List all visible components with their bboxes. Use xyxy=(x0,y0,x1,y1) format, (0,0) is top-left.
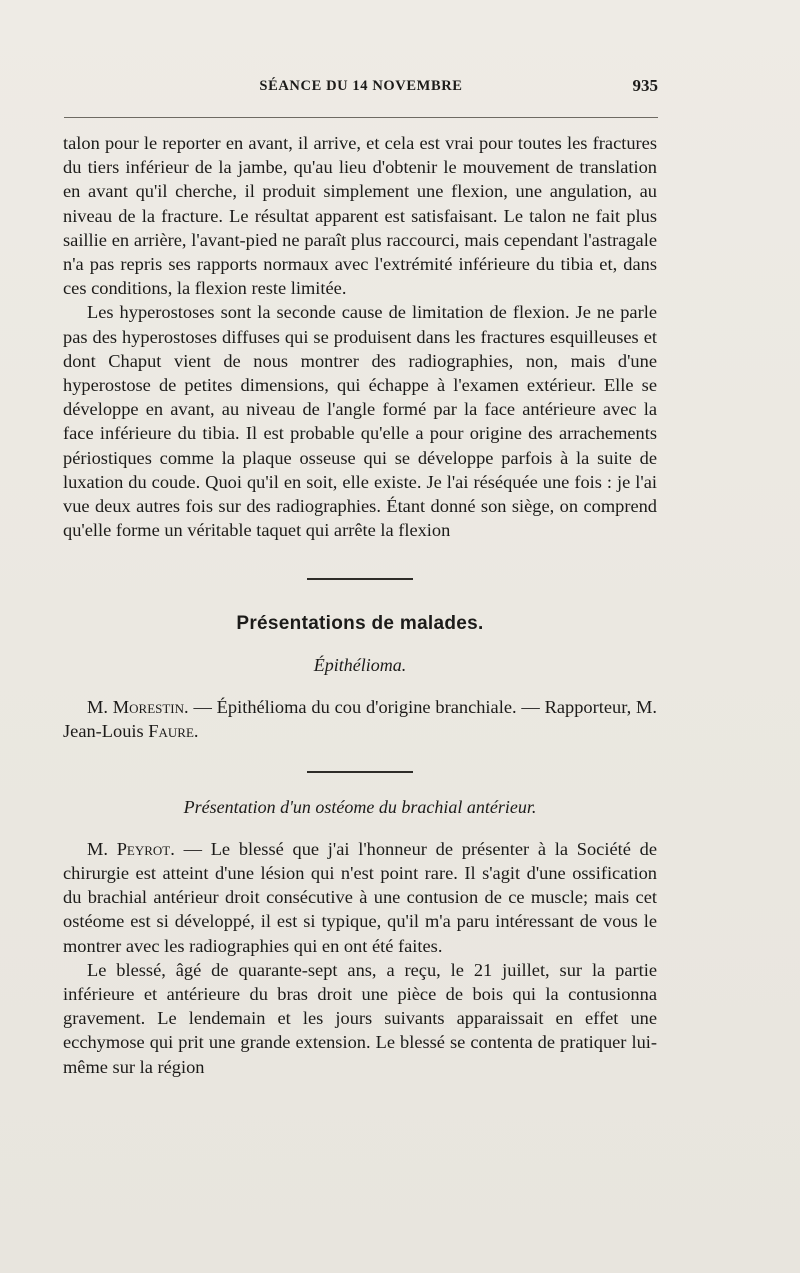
section-separator-rule xyxy=(307,578,413,580)
presentation-title: Présentation d'un ostéome du brachial antérieur. xyxy=(183,796,537,817)
author-morestin: Morestin xyxy=(112,696,185,717)
rapporteur-faure: Faure xyxy=(148,721,194,742)
running-title: SÉANCE DU 14 NOVEMBRE xyxy=(259,78,463,94)
author-peyrot: Peyrot xyxy=(116,838,171,859)
entry-morestin xyxy=(63,695,657,743)
section-subtitle: Épithélioma. xyxy=(313,654,407,675)
entry-peyrot xyxy=(63,837,657,958)
page-number: 935 xyxy=(632,76,658,95)
paragraph-hyperostoses: Les hyperostoses sont la seconde cause de limitation de flexion. Je ne parle pas des hyperostoses diffuses qui se produisent dans les fractures esquilleuses et dont Chaput vient de nous montrer des radiographies, non, mais d'une hyperostose de petites dimensions, qui échappe à l'examen extérieur. Elle se développe en avant, au niveau de l'angle formé par la face antérieure avec la face inférieure du tibia. Il est probable qu'elle a pour origine des arrachements périostiques comme la plaque osseuse qui se développe parfois à la suite de luxation du coude. Quoi qu'il en soit, elle existe. Je l'ai réséquée une fois : je l'ai vue deux autres fois sur des radiographies. Étant donné son siège, on comprend qu'elle forme un véritable taquet qui arrête la flexion xyxy=(63,302,657,541)
page-body xyxy=(63,131,657,1079)
header-rule xyxy=(64,117,658,118)
entry-separator-rule xyxy=(307,771,413,773)
paragraph-patient-history: Le blessé, âgé de quarante-sept ans, a reçu, le 21 juillet, sur la partie inférieure et antérieure du bras droit une pièce de bois qui la contusionna gravement. Le lendemain et les jours suivants apparaissait en effet une ecchymose qui prit une grande extension. Le blessé se contenta de pratiquer lui-même sur la région xyxy=(63,959,657,1077)
entry-peyrot-prefix: M. xyxy=(87,838,117,859)
entry-peyrot-text: . — Le blessé que j'ai l'honneur de présenter à la Société de chirurgie est atteint d'une lésion qui n'est point rare. Il s'agit d'une ossification du brachial antérieur droit consécutive à une contusion de ce muscle; mais cet ostéome est si développé, il est si typique, qu'il m'a paru intéressant de vous le montrer avec les radiographies qui en ont été faites. xyxy=(63,838,657,956)
paragraph-continued: talon pour le reporter en avant, il arrive, et cela est vrai pour toutes les fractures du tiers inférieur de la jambe, qu'au lieu d'obtenir le mouvement de translation en avant qu'il cherche, il produit simplement une flexion, une angulation, au niveau de la fracture. Le résultat apparent est satisfaisant. Le talon ne fait plus saillie en arrière, l'avant-pied ne paraît plus raccourci, mais cependant l'astragale n'a pas repris ses rapports normaux avec l'extrémité inférieure du tibia et, dans ces conditions, la flexion reste limitée. xyxy=(63,133,657,299)
entry-morestin-text: . — Épithélioma du cou d'origine branchiale. — Rapporteur, M. Jean-Louis xyxy=(63,696,657,742)
entry-morestin-prefix: M. xyxy=(87,696,113,717)
section-title: Présentations de malades. xyxy=(236,612,484,634)
page-header xyxy=(64,78,658,102)
entry-morestin-end: . xyxy=(193,721,199,742)
